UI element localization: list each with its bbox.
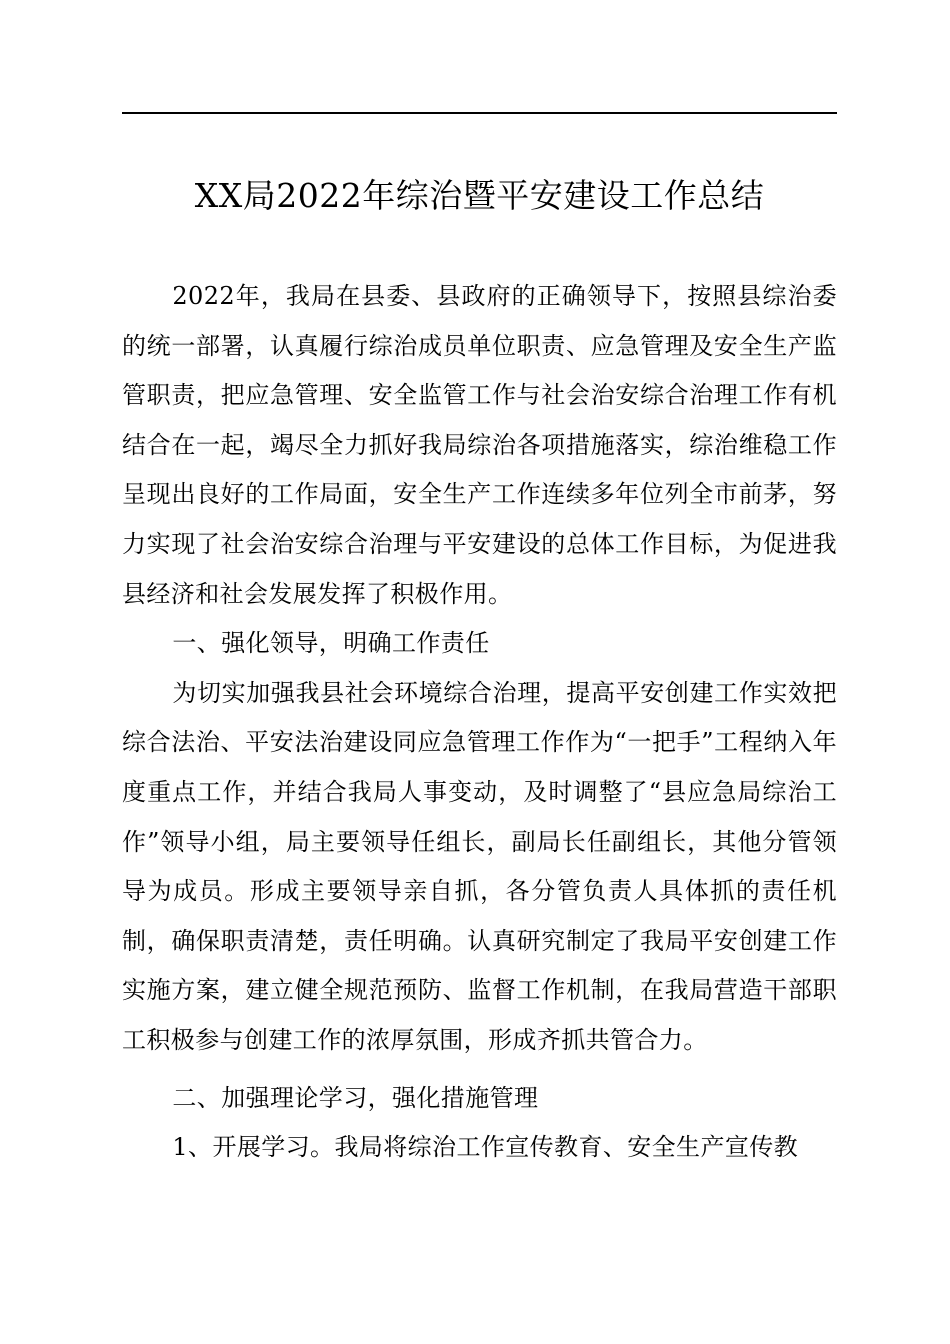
section-1-paragraph: 为切实加强我县社会环境综合治理，提高平安创建工作实效把综合法治、平安法治建设同应急管理工作作为“一把手”工程纳入年度重点工作，并结合我局人事变动，及时调整了“县应急局综治工作”领导小组，局主要领导任组长，副局长任副组长，其他分管领导为成员。形成主要领导亲自抓，各分管负责人具体抓的责任机制，确保职责清楚，责任明确。认真研究制定了我局平安创建工作实施方案，建立健全规范预防、监督工作机制，在我局营造干部职工积极参与创建工作的浓厚氛围，形成齐抓共管合力。 <box>122 678 837 1054</box>
section-heading-1: 一、强化领导，明确工作责任 <box>172 629 490 658</box>
section-heading-2: 二、加强理论学习，强化措施管理 <box>172 1083 539 1112</box>
header-rule <box>122 112 837 114</box>
section-2-item-1: 1、开展学习。我局将综治工作宣传教育、安全生产宣传教 <box>172 1133 799 1162</box>
intro-paragraph: 2022年，我局在县委、县政府的正确领导下，按照县综治委的统一部署，认真履行综治成员单位职责、应急管理及安全生产监管职责，把应急管理、安全监管工作与社会治安综合治理工作有机结合在一起，竭尽全力抓好我局综治各项措施落实，综治维稳工作呈现出良好的工作局面，安全生产工作连续多年位列全市前茅，努力实现了社会治安综合治理与平安建设的总体工作目标，为促进我县经济和社会发展发挥了积极作用。 <box>122 282 837 608</box>
document-title: XX局2022年综治暨平安建设工作总结 <box>194 176 765 215</box>
document-body <box>122 272 837 1173</box>
